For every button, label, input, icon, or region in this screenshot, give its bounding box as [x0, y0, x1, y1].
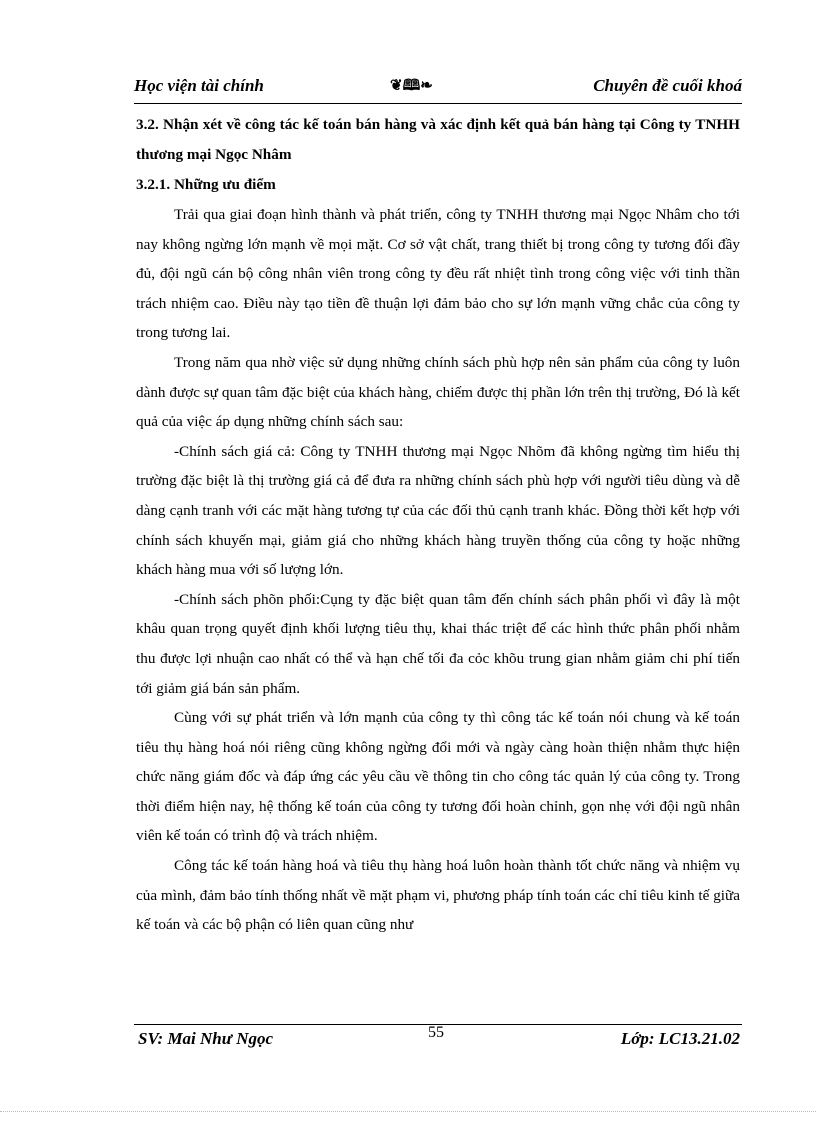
paragraph: Trải qua giai đoạn hình thành và phát triển, công ty TNHH thương mại Ngọc Nhâm cho tới nay không ngừng lớn mạnh về mọi mặt. Cơ sở vật chất, trang thiết bị trong công ty tương đối đầy đủ, đội ngũ cán bộ công nhân viên trong công ty đều rất nhiệt tình trong công việc với tinh thần trách nhiệm cao. Điều này tạo tiền đề thuận lợi đảm bảo cho sự lớn mạnh vững chắc của công ty trong tương lai.: [136, 206, 740, 342]
header-ornament-icon: ❦🕮❧: [390, 78, 433, 94]
page-number: 55: [428, 1024, 444, 1041]
header-institution: Học viện tài chính: [134, 76, 264, 95]
paragraph: -Chính sách phõn phối:Cụng ty đặc biệt quan tâm đến chính sách phân phối vì đây là một khâu quan trọng quyết định khối lượng tiêu thụ, khai thác triệt để các hình thức phân phối nhằm thu được lợi nhuận cao nhất có thể và hạn chế tối đa cỏc khõu trung gian nhằm giảm chi phí tiến tới giảm giá bán sản phẩm.: [136, 590, 740, 697]
footer-class: Lớp: LC13.21.02: [620, 1029, 740, 1048]
paragraph: Công tác kế toán hàng hoá và tiêu thụ hàng hoá luôn hoàn thành tốt chức năng và nhiệm vụ của mình, đảm bảo tính thống nhất về mặt phạm vi, phương pháp tính toán các chỉ tiêu kinh tế giữa kế toán và các bộ phận có liên quan cũng như: [136, 857, 740, 934]
header-rule: [134, 103, 742, 104]
page-body: [136, 110, 740, 940]
page-header: [134, 74, 742, 100]
paragraph: Cùng với sự phát triển và lớn mạnh của công ty thì công tác kế toán nói chung và kế toán tiêu thụ hàng hoá nói riêng cũng không ngừng đổi mới và ngày càng hoàn thiện nhằm thực hiện chức năng giám đốc và đáp ứng các yêu cầu về thông tin cho công tác quản lý của công ty. Trong thời điểm hiện nay, hệ thống kế toán của công ty tương đối hoàn chỉnh, gọn nhẹ với đội ngũ nhân viên kế toán có trình độ và trách nhiệm.: [136, 709, 740, 845]
page-footer: [134, 1024, 742, 1052]
footer-student: SV: Mai Như Ngọc: [138, 1029, 274, 1048]
header-report-title: Chuyên đề cuối khoá: [593, 76, 742, 95]
section-subtitle: 3.2.1. Những ưu điểm: [136, 176, 276, 193]
paragraph: Trong năm qua nhờ việc sử dụng những chính sách phù hợp nên sản phẩm của công ty luôn dành được sự quan tâm đặc biệt của khách hàng, chiếm được thị phần lớn trên thị trường, Đó là kết quả của việc áp dụng những chính sách sau:: [136, 353, 740, 431]
section-title: 3.2. Nhận xét về công tác kế toán bán hàng và xác định kết quả bán hàng tại Công ty TNHH thương mại Ngọc Nhâm: [136, 116, 740, 163]
paragraph: -Chính sách giá cả: Công ty TNHH thương mại Ngọc Nhõm đã không ngừng tìm hiểu thị trường đặc biệt là thị trường giá cả để đưa ra những chính sách phù hợp với người tiêu dùng và dễ dàng cạnh tranh với các mặt hàng tương tự của các đối thủ cạnh tranh khác. Đồng thời kết hợp với chính sách khuyến mại, giảm giá cho những khách hàng truyền thống của công ty hoặc những khách hàng mua với số lượng lớn.: [136, 442, 740, 579]
page-separator: [0, 1111, 816, 1112]
